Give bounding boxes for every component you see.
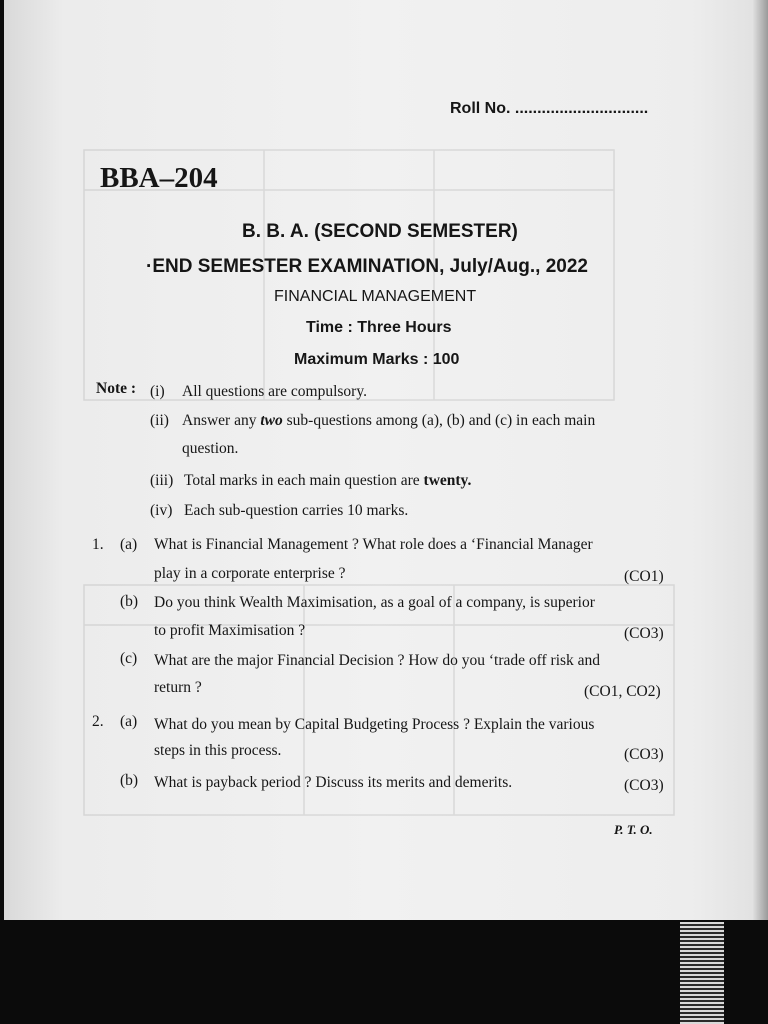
sub-question-text: play in a corporate enterprise ? [154,565,346,582]
note-item-text: Each sub-question carries 10 marks. [184,502,409,519]
roll-number-field: Roll No. .............................. [450,100,649,117]
sub-question-label: (b) [120,772,139,789]
sub-question-label: (a) [120,713,138,730]
course-outcome: (CO3) [624,746,664,763]
note-item-text: All questions are compulsory. [182,383,367,400]
page-edge [752,0,768,920]
note-item-text: Answer any two sub-questions among (a), (b) and (c) in each main [182,412,596,429]
sub-question-text: What is payback period ? Discuss its merits and demerits. [154,774,513,791]
program-title: B. B. A. (SECOND SEMESTER) [242,221,518,242]
course-outcome: (CO3) [624,625,664,642]
question-number: 1. [92,536,104,553]
note-item-num: (i) [150,383,165,400]
note-item-continuation: question. [182,440,239,457]
note-item-text: Total marks in each main question are twenty. [184,472,472,489]
paper-code: BBA–204 [100,162,218,194]
note-item-num: (iii) [150,472,174,489]
sub-question-text: Do you think Wealth Maximisation, as a goal of a company, is superior [154,594,595,611]
sub-question-text: return ? [154,679,202,696]
sub-question-label: (b) [120,593,139,610]
note-item-num: (ii) [150,412,169,429]
sub-question-label: (c) [120,650,138,667]
time-allowed: Time : Three Hours [306,319,452,336]
sub-question-text: steps in this process. [154,742,282,759]
sub-question-text: What is Financial Management ? What role does a ‘Financial Manager [154,536,593,553]
course-outcome: (CO1) [624,568,664,585]
please-turn-over: P. T. O. [614,822,653,837]
course-outcome: (CO1, CO2) [584,683,661,700]
sub-question-text: What do you mean by Capital Budgeting Process ? Explain the various [154,716,595,733]
scanner-artifact [680,922,724,1024]
note-label: Note : [96,380,137,397]
question-number: 2. [92,713,104,730]
maximum-marks: Maximum Marks : 100 [294,351,460,368]
course-outcome: (CO3) [624,777,664,794]
subject-title: FINANCIAL MANAGEMENT [274,288,477,305]
exam-title: ·END SEMESTER EXAMINATION, July/Aug., 2022 [146,256,589,277]
note-item-num: (iv) [150,502,173,519]
sub-question-label: (a) [120,536,138,553]
sub-question-text: to profit Maximisation ? [154,622,306,639]
sub-question-text: What are the major Financial Decision ? How do you ‘trade off risk and [154,652,601,669]
exam-paper [4,0,752,920]
